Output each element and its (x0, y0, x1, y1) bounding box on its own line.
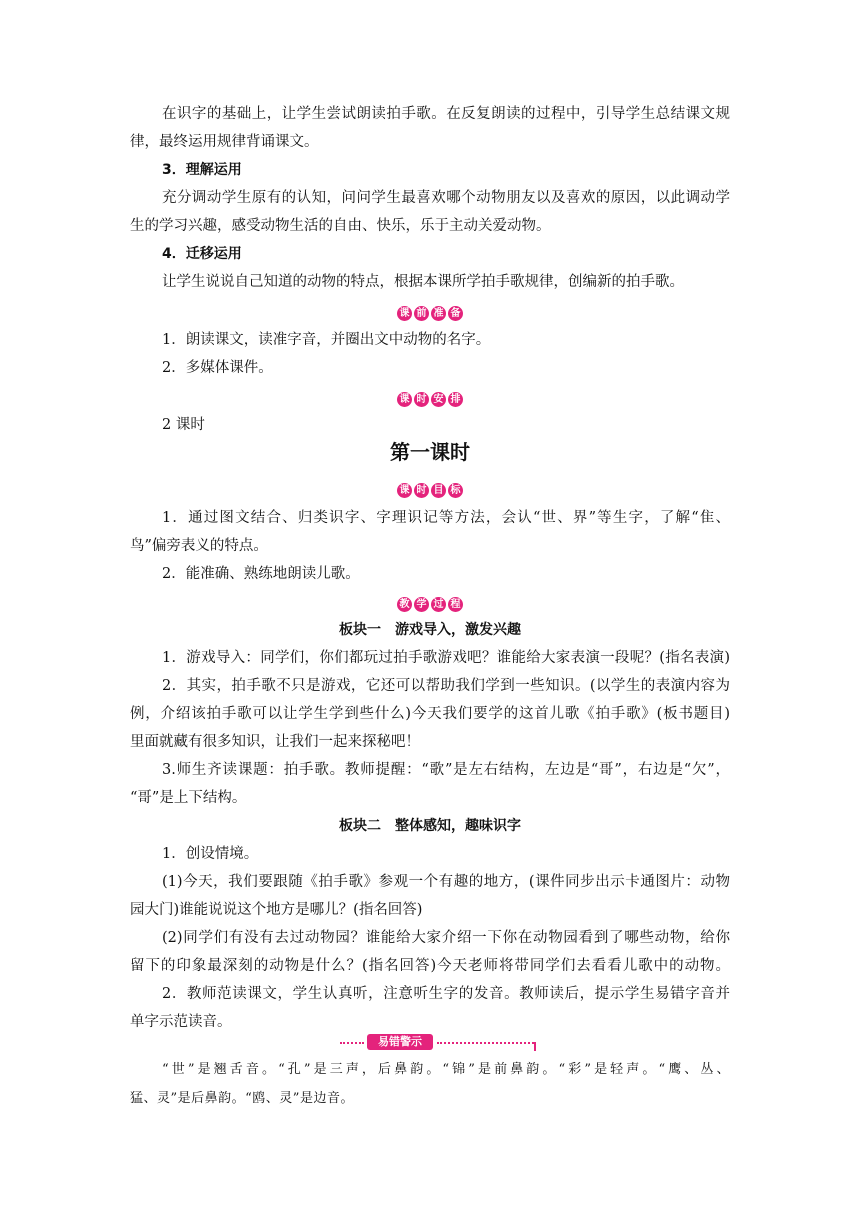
section-heading: 3．理解运用 (162, 162, 242, 178)
badge-schedule (130, 388, 730, 408)
badge-char: 目 (431, 483, 446, 498)
tip-banner (340, 1033, 536, 1053)
badge-char: 教 (397, 597, 412, 612)
paragraph-line: 让学生说说自己知道的动物的特点，根据本课所学拍手歌规律，创编新的拍手歌。 (162, 274, 684, 290)
paragraph-line: 律，最终运用规律背诵课文。 (130, 134, 319, 150)
badge-char: 准 (431, 306, 446, 321)
badge-char: 安 (431, 392, 446, 407)
badge-process (130, 593, 730, 613)
paragraph-line: 2．教师范读课文，学生认真听，注意听生字的发音。教师读后，提示学生易错字音并 (162, 986, 730, 1002)
paragraph-line: (2)同学们有没有去过动物园？谁能给大家介绍一下你在动物园看到了哪些动物，给你 (162, 930, 730, 946)
paragraph-line: 例，介绍该拍手歌可以让学生学到些什么)今天我们要学的这首儿歌《拍手歌》(板书题目) (130, 706, 730, 722)
tip-dots-right (437, 1042, 534, 1044)
paragraph-line: 3.师生齐读课题：拍手歌。教师提醒：“歌”是左右结构，左边是“哥”，右边是“欠”， (162, 762, 730, 778)
lesson-title: 第一课时 (390, 440, 470, 464)
badge-char: 前 (414, 306, 429, 321)
paragraph-line: 2．能准确、熟练地朗读儿歌。 (162, 566, 360, 582)
paragraph-line: 2 课时 (162, 417, 205, 433)
paragraph-line: 2．多媒体课件。 (162, 360, 273, 376)
paragraph-line: 1．游戏导入：同学们，你们都玩过拍手歌游戏吧？谁能给大家表演一段呢？(指名表演) (162, 650, 730, 666)
badge-char: 备 (448, 306, 463, 321)
tip-hook (534, 1042, 536, 1051)
section-heading: 4．迁移运用 (162, 246, 242, 262)
paragraph-line: 生的学习兴趣，感受动物生活的自由、快乐，乐于主动关爱动物。 (130, 218, 551, 234)
badge-char: 课 (397, 306, 412, 321)
note-line: 猛、灵”是后鼻韵。“鸥、灵”是边音。 (130, 1091, 354, 1106)
paragraph-line: 鸟”偏旁表义的特点。 (130, 538, 268, 554)
paragraph-line: 充分调动学生原有的认知，问问学生最喜欢哪个动物朋友以及喜欢的原因，以此调动学 (162, 190, 730, 206)
note-line: “世”是翘舌音。“孔”是三声，后鼻韵。“锦”是前鼻韵。“彩”是轻声。“鹰、丛、 (162, 1062, 730, 1077)
paragraph-line: “哥”是上下结构。 (130, 790, 247, 806)
badge-goals (130, 479, 730, 499)
paragraph-line: (1)今天，我们要跟随《拍手歌》参观一个有趣的地方，(课件同步出示卡通图片：动物 (162, 874, 730, 890)
paragraph-line: 在识字的基础上，让学生尝试朗读拍手歌。在反复朗读的过程中，引导学生总结课文规 (162, 106, 730, 122)
paragraph-line: 1．创设情境。 (162, 846, 259, 862)
tip-label: 易错警示 (367, 1034, 433, 1050)
badge-char: 过 (431, 597, 446, 612)
paragraph-line: 里面就藏有很多知识，让我们一起来探秘吧！ (130, 734, 420, 750)
badge-char: 时 (414, 483, 429, 498)
badge-char: 课 (397, 483, 412, 498)
paragraph-line: 1．通过图文结合、归类识字、字理识记等方法，会认“世、界”等生字，了解“隹、 (162, 510, 730, 526)
badge-char: 时 (414, 392, 429, 407)
badge-char: 程 (448, 597, 463, 612)
block-heading: 板块二 整体感知，趣味识字 (339, 818, 521, 834)
block-heading: 板块一 游戏导入，激发兴趣 (339, 622, 521, 638)
paragraph-line: 单字示范读音。 (130, 1014, 232, 1030)
badge-char: 排 (448, 392, 463, 407)
badge-char: 课 (397, 392, 412, 407)
badge-prep (130, 302, 730, 322)
paragraph-line: 留下的印象最深刻的动物是什么？(指名回答)今天老师将带同学们去看看儿歌中的动物。 (130, 958, 730, 974)
tip-dots-left (340, 1042, 364, 1044)
badge-char: 学 (414, 597, 429, 612)
badge-char: 标 (448, 483, 463, 498)
paragraph-line: 园大门)谁能说说这个地方是哪儿？(指名回答) (130, 902, 423, 918)
paragraph-line: 2．其实，拍手歌不只是游戏，它还可以帮助我们学到一些知识。(以学生的表演内容为 (162, 678, 730, 694)
paragraph-line: 1．朗读课文，读准字音，并圈出文中动物的名字。 (162, 332, 491, 348)
